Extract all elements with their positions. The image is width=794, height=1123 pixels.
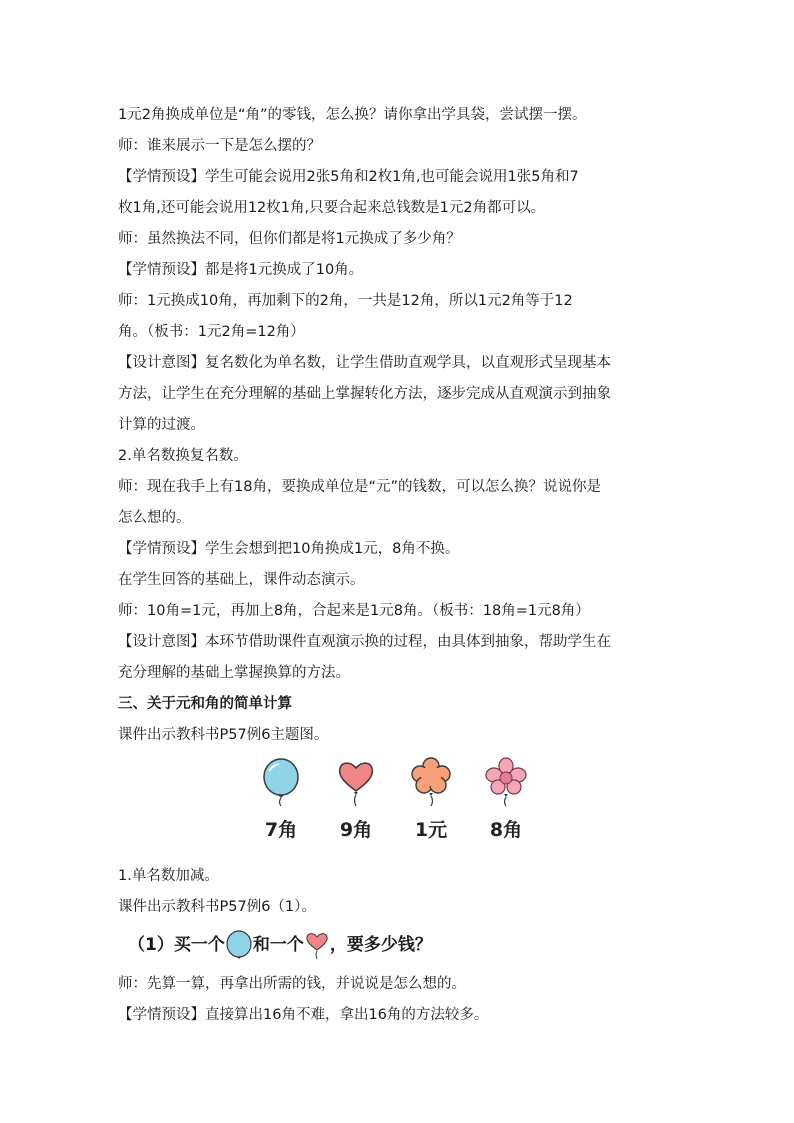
figure-item-heart — [326, 757, 386, 842]
example-suffix: ，要多少钱？ — [329, 935, 432, 955]
heart-balloon-icon — [334, 757, 378, 807]
price-label: 9角 — [339, 819, 373, 841]
text-line: 师：现在我手上有18角，要换成单位是“元”的钱数，可以怎么换？说说你是 — [118, 479, 601, 495]
text-line: 【学情预设】直接算出16角不难，拿出16角的方法较多。 — [118, 1007, 489, 1023]
section-heading: 三、关于元和角的简单计算 — [118, 696, 292, 712]
document-page — [118, 100, 678, 1031]
price-label: 7角 — [264, 819, 298, 841]
example-prefix: （1）买一个 — [128, 935, 225, 955]
pink-flower-icon — [484, 757, 528, 807]
text-line: 【学情预设】都是将1元换成了10角。 — [118, 262, 364, 278]
text-line: 计算的过渡。 — [118, 417, 205, 433]
figure-item-pink-flower — [476, 757, 536, 842]
text-line: 师：虽然换法不同，但你们都是将1元换成了多少角？ — [118, 231, 461, 247]
text-line: 师：谁来展示一下是怎么摆的？ — [118, 138, 321, 154]
example-middle: 和一个 — [252, 935, 304, 955]
heart-balloon-icon — [304, 930, 330, 960]
text-line: 【学情预设】学生可能会说用2张5角和2枚1角,也可能会说用1张5角和7 — [118, 169, 579, 185]
example-question — [118, 925, 678, 965]
text-line: 1元2角换成单位是“角”的零钱，怎么换？请你拿出学具袋，尝试摆一摆。 — [118, 107, 587, 123]
text-line: 角。（板书：1元2角=12角） — [118, 324, 305, 340]
round-balloon-icon — [259, 757, 303, 807]
text-line: 枚1角,还可能会说用12枚1角,只要合起来总钱数是1元2角都可以。 — [118, 200, 546, 216]
text-line: 师：10角=1元，再加上8角，合起来是1元8角。（板书：18角=1元8角） — [118, 603, 590, 619]
flower-balloon-icon — [409, 757, 453, 807]
price-figure — [118, 757, 678, 859]
price-label: 1元 — [414, 819, 448, 841]
text-line: 课件出示教科书P57例6（1）。 — [118, 899, 316, 915]
text-line: 方法，让学生在充分理解的基础上掌握转化方法，逐步完成从直观演示到抽象 — [118, 386, 611, 402]
figure-item-flower-balloon — [401, 757, 461, 842]
text-line: 【设计意图】复名数化为单名数，让学生借助直观学具，以直观形式呈现基本 — [118, 355, 611, 371]
text-line: 【学情预设】学生会想到把10角换成1元，8角不换。 — [118, 541, 460, 557]
text-line: 充分理解的基础上掌握换算的方法。 — [118, 665, 350, 681]
text-line: 师：1元换成10角，再加剩下的2角，一共是12角，所以1元2角等于12 — [118, 293, 573, 309]
text-line: 在学生回答的基础上，课件动态演示。 — [118, 572, 365, 588]
text-line: 师：先算一算，再拿出所需的钱，并说说是怎么想的。 — [118, 976, 466, 992]
figure-item-balloon — [251, 757, 311, 842]
text-line: 1.单名数加减。 — [118, 868, 219, 884]
price-label: 8角 — [489, 819, 523, 841]
text-line: 怎么想的。 — [118, 510, 191, 526]
text-line: 课件出示教科书P57例6主题图。 — [118, 727, 329, 743]
round-balloon-icon — [225, 930, 253, 960]
text-line: 2.单名数换复名数。 — [118, 448, 248, 464]
text-line: 【设计意图】本环节借助课件直观演示换的过程，由具体到抽象，帮助学生在 — [118, 634, 611, 650]
